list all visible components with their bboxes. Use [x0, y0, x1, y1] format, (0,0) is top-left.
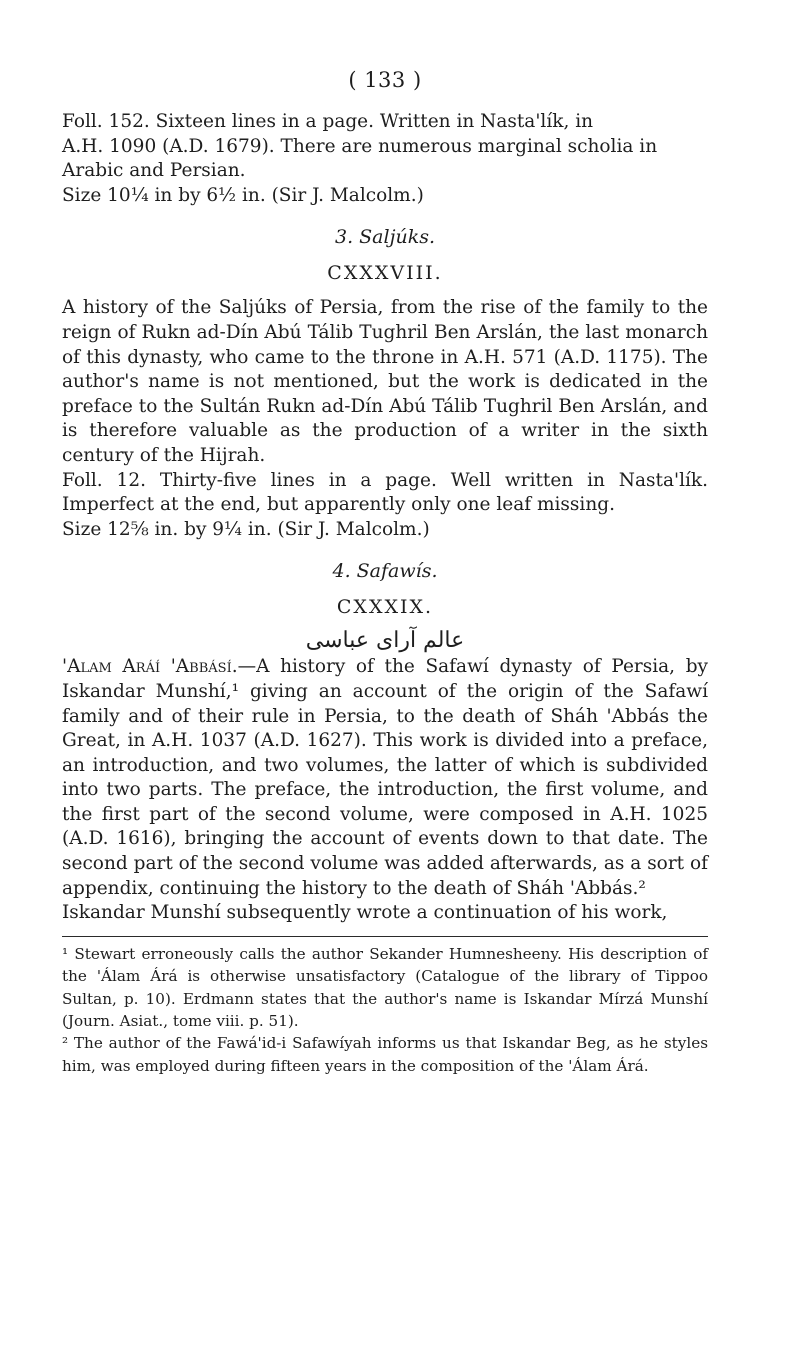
entry-line: A.H. 1090 (A.D. 1679). There are numerous marginal scholia in	[62, 135, 658, 157]
manuscript-number: CXXXIX.	[336, 596, 434, 619]
safawis-continuation: Iskandar Munshí subsequently wrote a continuation of his work,	[62, 902, 668, 924]
safawis-description	[62, 655, 708, 901]
entry-line: Arabic and Persian.	[62, 160, 246, 182]
saljuks-size-note: Size 12⅝ in. by 9¼ in. (Sir J. Malcolm.)	[62, 518, 430, 540]
safawis-description-text: —A history of the Safawí dynasty of Persia, by Iskandar Munshí,¹ giving an account of the origin of the Safawí family and of their rule in Persia, to the death of Sháh 'Abbás the Great, in A.H. 1037 (A.D. 1627). This work is divided into a preface, an introduction, and two volumes, the latter of which is subdivided into two parts. The preface, the introduction, the first volume, and the first part of the second volume, were composed in A.H. 1025 (A.D. 1616), bringing the account of events down to that date. The second part of the second volume was added afterwards, as a sort of appendix, continuing the history to the death of Sháh 'Abbás.²	[62, 656, 708, 899]
footnote-divider	[62, 936, 708, 937]
saljuks-folio-note: Foll. 12. Thirty-five lines in a page. Well written in Nasta'lík. Imperfect at the end, but apparently only one leaf missing.	[62, 469, 708, 516]
manuscript-number: CXXXVIII.	[327, 262, 443, 285]
arabic-title: عالم آرای عباسی	[305, 628, 465, 654]
saljuks-description: A history of the Saljúks of Persia, from the rise of the family to the reign of Rukn ad-Dín Abú Tálib Tughril Ben Arslán, the last monarch of this dynasty, who came to the throne in A.H. 571 (A.D. 1175). The author's name is not mentioned, but the work is dedicated in the preface to the Sultán Rukn ad-Dín Abú Tálib Tughril Ben Arslán, and is therefore valuable as the production of a writer in the sixth century of the Hijrah.	[62, 297, 708, 466]
entry-line: Size 10¼ in by 6½ in. (Sir J. Malcolm.)	[62, 184, 424, 206]
entry-cxxxvii-tail	[62, 110, 708, 208]
footnote-2: ² The author of the Fawá'id-i Safawíyah informs us that Iskandar Beg, as he styles him, was employed during fifteen years in the composition of the 'Álam Árá.	[62, 1034, 708, 1075]
section-heading-safawis: 4. Safawís.	[332, 560, 438, 583]
page-number: ( 133 )	[348, 68, 422, 92]
entry-line: Foll. 152. Sixteen lines in a page. Written in Nasta'lík, in	[62, 111, 594, 132]
work-title: 'Alam Aráí 'Abbásí.	[62, 656, 238, 678]
footnote-1: ¹ Stewart erroneously calls the author Sekander Humnesheeny. His description of the 'Álam Árá is otherwise unsatisfactory (Catalogue of the library of Tippoo Sultan, p. 10). Erdmann states that the author's name is Iskandar Mírzá Munshí (Journ. Asiat., tome viii. p. 51).	[62, 944, 708, 1031]
section-heading-saljuks: 3. Saljúks.	[334, 226, 436, 249]
